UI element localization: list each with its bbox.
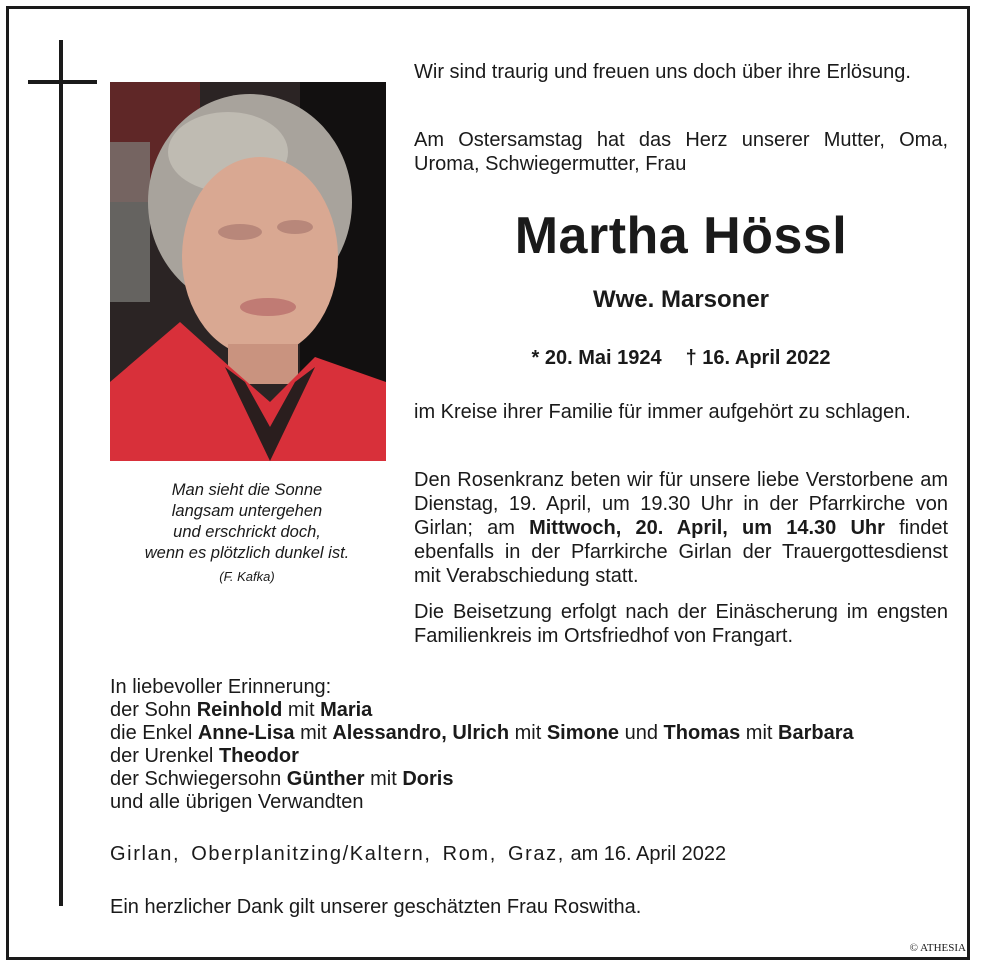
quote-author: (F. Kafka) — [219, 569, 275, 584]
family-relation-text: mit — [509, 722, 547, 744]
places: Girlan, Oberplanitzing/Kaltern, Rom, Graz, — [110, 843, 565, 865]
family-relation-text: der Urenkel — [110, 745, 219, 767]
family-relation-text: mit — [294, 722, 333, 744]
family-relation-text: mit — [740, 722, 779, 744]
family-relation-text: und — [619, 722, 664, 744]
quote-line: und erschrickt doch, — [173, 523, 321, 541]
announcement-date: am 16. April 2022 — [564, 843, 727, 865]
quote-line: langsam untergehen — [171, 502, 323, 520]
family-member-row — [110, 699, 970, 722]
copyright-notice: © ATHESIA — [909, 942, 966, 954]
family-relation-text: der Sohn — [110, 699, 197, 721]
deceased-name: Martha Hössl — [514, 207, 848, 265]
cross-icon-vertical — [59, 40, 63, 906]
family-member-name: Simone — [546, 722, 620, 744]
life-dates — [414, 345, 948, 371]
family-relation-text: mit — [364, 768, 403, 790]
family-member-name: Günther — [286, 768, 365, 790]
service-text-a: Den Rosenkranz beten wir für unsere liebe Verstorbene am Dienstag, 19. April, um 19.30 Uhr in der Pfarrkirche von Girlan; am — [414, 469, 948, 539]
service-text-c: findet ebenfalls in der Pfarrkirche Girlan der Trauergottesdienst mit Verabschiedung statt. — [414, 517, 949, 587]
portrait-photo — [110, 82, 386, 461]
family-list — [110, 676, 970, 814]
family-member-name: Reinhold — [196, 699, 283, 721]
quote-line: Man sieht die Sonne — [171, 481, 323, 499]
quote-line: wenn es plötzlich dunkel ist. — [144, 544, 350, 562]
family-member-name: Theodor — [218, 745, 299, 767]
family-member-name: Alessandro, Ulrich — [332, 722, 510, 744]
family-member-name: Anne-Lisa — [197, 722, 295, 744]
burial-paragraph: Die Beisetzung erfolgt nach der Einäscherung im engsten Familienkreis im Ortsfriedhof von Frangart. — [414, 601, 948, 647]
family-member-name: Doris — [402, 768, 454, 790]
cross-icon-horizontal — [28, 80, 97, 84]
widow-note: Wwe. Marsoner — [592, 286, 770, 313]
family-member-row — [110, 791, 970, 814]
family-member-name: Thomas — [663, 722, 741, 744]
family-heading: In liebevoller Erinnerung: — [110, 676, 332, 698]
service-paragraph — [414, 468, 948, 588]
family-relation-text: die Enkel — [110, 722, 198, 744]
family-relation-text: der Schwiegersohn — [110, 768, 287, 790]
thanks-line: Ein herzlicher Dank gilt unserer geschätzten Frau Roswitha. — [110, 896, 642, 918]
intro-paragraph-1: Wir sind traurig und freuen uns doch über ihre Erlösung. — [414, 61, 911, 83]
family-member-row — [110, 768, 970, 791]
family-relation-text: mit — [282, 699, 321, 721]
service-date-highlight: Mittwoch, 20. April, um 14.30 Uhr — [529, 517, 885, 539]
heart-stopped-paragraph: im Kreise ihrer Familie für immer aufgehört zu schlagen. — [414, 401, 911, 423]
family-member-row — [110, 745, 970, 768]
birth-date: * 20. Mai 1924 — [531, 347, 662, 369]
family-relation-text: und alle übrigen Verwandten — [110, 791, 364, 813]
family-rows — [110, 699, 970, 814]
place-date-line — [110, 842, 726, 866]
family-member-name: Barbara — [778, 722, 854, 744]
death-date: † 16. April 2022 — [685, 347, 831, 369]
kafka-quote — [112, 480, 382, 587]
family-member-row — [110, 722, 970, 745]
intro-paragraph-2: Am Ostersamstag hat das Herz unserer Mutter, Oma, Uroma, Schwiegermutter, Frau — [414, 129, 948, 175]
family-member-name: Maria — [320, 699, 373, 721]
